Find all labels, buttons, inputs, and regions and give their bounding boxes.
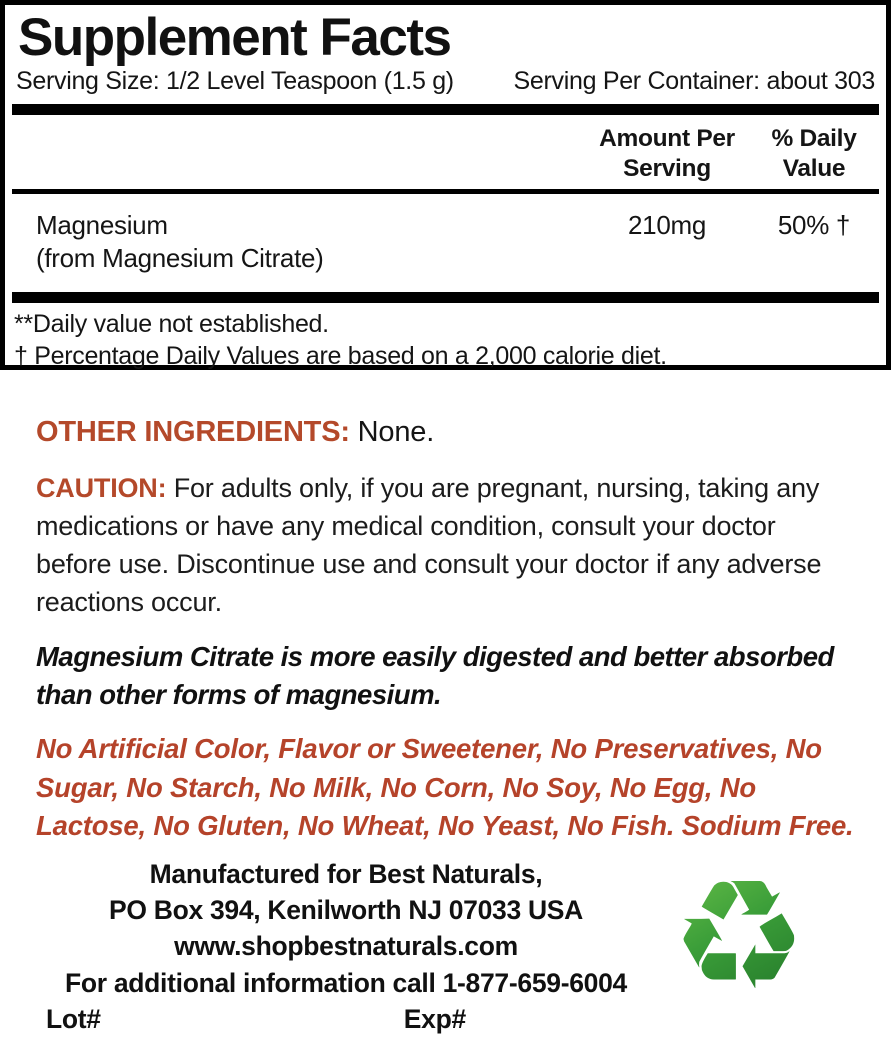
panel-title: Supplement Facts xyxy=(18,8,451,67)
lot-label: Lot# xyxy=(46,1003,101,1034)
divider-thick-top xyxy=(12,104,879,115)
nutrient-source: (from Magnesium Citrate) xyxy=(36,243,324,273)
footnotes-block xyxy=(14,303,877,380)
nutrient-amount: 210mg xyxy=(628,209,706,240)
manufacturer-text-block xyxy=(0,856,692,1037)
other-ingredients-label: OTHER INGREDIENTS: xyxy=(36,416,350,448)
manufactured-for-line: Manufactured for Best Naturals, xyxy=(149,858,543,889)
lot-exp-row xyxy=(0,1001,692,1037)
footnote-daily-value: **Daily value not established. xyxy=(14,310,329,339)
other-ingredients-line xyxy=(36,416,855,449)
amount-per-serving-header: Amount Per Serving xyxy=(599,125,735,183)
free-of-claims: No Artificial Color, Flavor or Sweetener, No Preservatives, No Sugar, No Starch, No Milk, No Corn, No Soy, No Egg, No Lactose, No Gluten, No Wheat, No Yeast, No Fish. Sodium Free. xyxy=(36,733,854,842)
supplement-facts-panel xyxy=(0,0,891,370)
caution-text: For adults only, if you are pregnant, nursing, taking any medications or have any medical condition, consult your doctor before use. Discontinue use and consult your doctor if any adverse reactions occur. xyxy=(36,473,822,618)
caution-label: CAUTION: xyxy=(36,473,167,503)
manufacturer-footer xyxy=(0,846,891,1037)
column-header-row xyxy=(14,115,877,189)
serving-info-row xyxy=(14,66,877,104)
daily-value-header: % Daily Value xyxy=(771,125,857,183)
nutrient-daily-value: 50% † xyxy=(777,209,851,240)
address-line: PO Box 394, Kenilworth NJ 07033 USA xyxy=(108,894,584,925)
serving-size-text: Serving Size: 1/2 Level Teaspoon (1.5 g) xyxy=(16,67,454,96)
caution-paragraph xyxy=(36,469,855,621)
servings-per-container-text: Serving Per Container: about 303 xyxy=(513,67,875,96)
footnote-percent-dv: † Percentage Daily Values are based on a 2,000 calorie diet. xyxy=(14,342,667,371)
nutrient-name-block xyxy=(14,209,583,275)
nutrient-name: Magnesium xyxy=(36,209,168,240)
info-phone-line: For additional information call 1-877-659-6004 xyxy=(64,967,627,998)
label-text-sections xyxy=(0,416,891,846)
divider-thick-bottom xyxy=(12,292,879,303)
recycle-icon: ♻ xyxy=(670,846,807,1024)
exp-label: Exp# xyxy=(403,1003,466,1034)
nutrient-row-magnesium xyxy=(14,194,877,292)
website-line: www.shopbestnaturals.com xyxy=(174,931,518,962)
other-ingredients-value: None. xyxy=(357,416,435,448)
absorption-note: Magnesium Citrate is more easily digested and better absorbed than other forms of magnesium. xyxy=(36,641,834,711)
